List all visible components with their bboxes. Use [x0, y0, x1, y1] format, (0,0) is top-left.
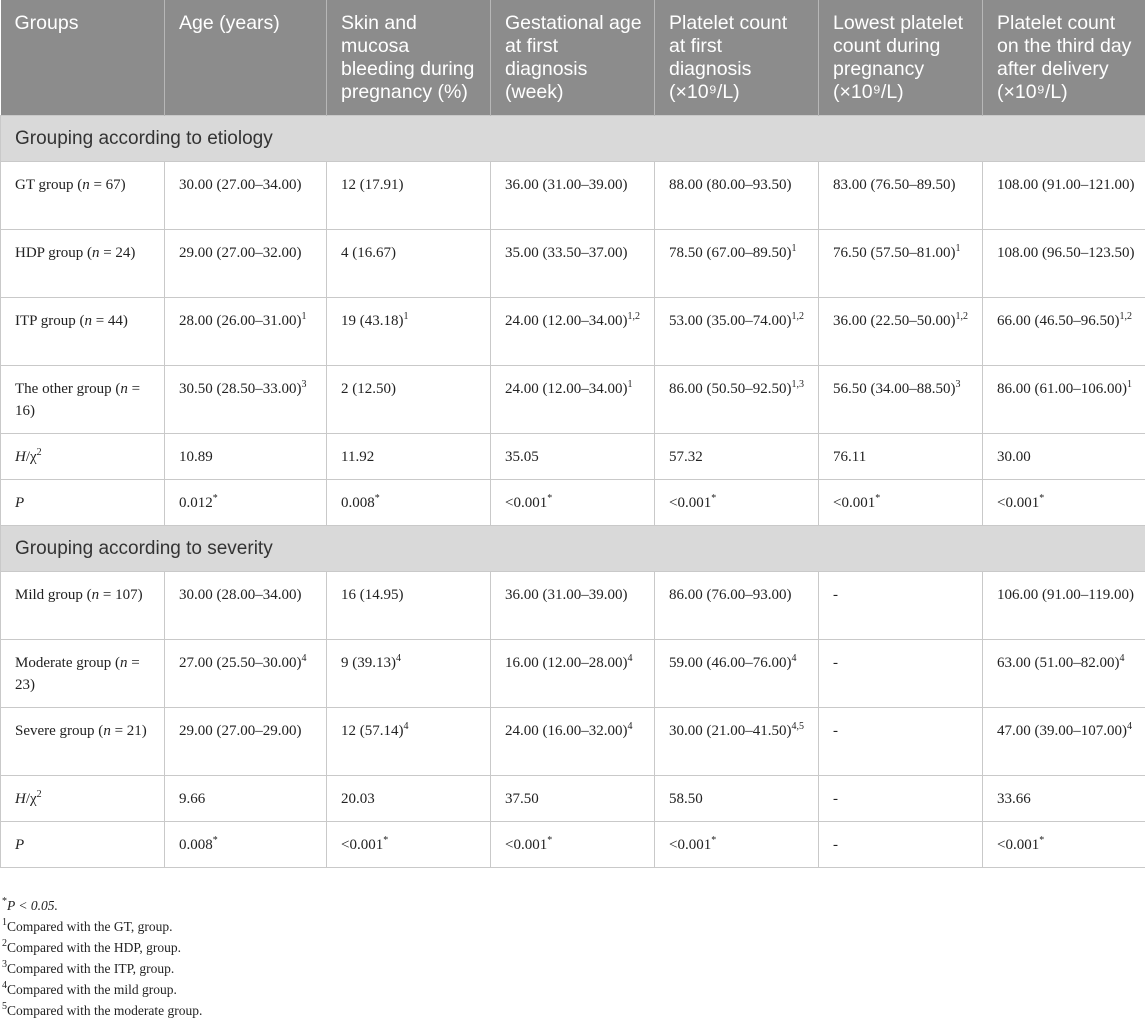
- age-cell: 30.50 $(28.50-33.00)^3$: [165, 365, 327, 433]
- header-groups: Groups: [1, 0, 165, 115]
- p-label-cell: P: [1, 821, 165, 867]
- table-row: [1, 707, 1145, 775]
- platelet-lowest-cell: 36.00 $(22.50-50.00)^{1,2}$: [819, 297, 983, 365]
- platelet-lowest-cell: 76.50 $(57.50-81.00)^1$: [819, 229, 983, 297]
- stat-label-cell: $H/\chi^2$: [1, 433, 165, 479]
- bleeding-cell: 20.03: [327, 775, 491, 821]
- age-cell: 28.00 $(26.00-31.00)^1$: [165, 297, 327, 365]
- age-cell: 30.00 (27.00–34.00): [165, 161, 327, 229]
- footnotes: [2, 895, 202, 1021]
- gestational-cell: 24.00 $(12.00-34.00)^1$: [491, 365, 655, 433]
- platelet-third-cell: <0.001*: [983, 821, 1145, 867]
- gestational-cell: 16.00 $(12.00-28.00)^4$: [491, 639, 655, 707]
- platelet-third-cell: 66.00 $(46.50-96.50)^{1,2}$: [983, 297, 1145, 365]
- gestational-cell: 36.00 (31.00–39.00): [491, 571, 655, 639]
- footnote: $^4$Compared with the mild group.: [2, 979, 202, 1000]
- footnote: *P < 0.05.: [2, 895, 202, 916]
- table-row: [1, 571, 1145, 639]
- platelet-first-cell: 88.00 (80.00–93.50): [655, 161, 819, 229]
- header-row: [1, 0, 1145, 115]
- platelet-lowest-cell: -: [819, 707, 983, 775]
- group-cell: ITP group (n = 44): [1, 297, 165, 365]
- platelet-lowest-cell: -: [819, 821, 983, 867]
- group-cell: The other group (n = 16): [1, 365, 165, 433]
- gestational-cell: 35.00 (33.50–37.00): [491, 229, 655, 297]
- platelet-first-cell: 86.00 (76.00–93.00): [655, 571, 819, 639]
- platelet-lowest-cell: -: [819, 775, 983, 821]
- p-label-cell: P: [1, 479, 165, 525]
- bleeding-cell: 16 (14.95): [327, 571, 491, 639]
- platelet-lowest-cell: 83.00 (76.50–89.50): [819, 161, 983, 229]
- platelet-first-cell: 53.00 $(35.00-74.00)^{1,2}$: [655, 297, 819, 365]
- platelet-lowest-cell: -: [819, 571, 983, 639]
- table-row: [1, 229, 1145, 297]
- age-cell: 9.66: [165, 775, 327, 821]
- platelet-first-cell: <0.001*: [655, 821, 819, 867]
- section-etiology: Grouping according to etiology: [1, 115, 1145, 161]
- platelet-third-cell: 63.00 $(51.00-82.00)^4$: [983, 639, 1145, 707]
- table-row: [1, 297, 1145, 365]
- header-platelet-third-day: Platelet count on the third day after delivery (×10⁹/L): [983, 0, 1145, 115]
- platelet-first-cell: 58.50: [655, 775, 819, 821]
- platelet-third-cell: 30.00: [983, 433, 1145, 479]
- platelet-first-cell: 86.00 $(50.50-92.50)^{1,3}$: [655, 365, 819, 433]
- age-cell: 10.89: [165, 433, 327, 479]
- platelet-first-cell: <0.001*: [655, 479, 819, 525]
- gestational-cell: 35.05: [491, 433, 655, 479]
- platelet-third-cell: <0.001*: [983, 479, 1145, 525]
- platelet-first-cell: 59.00 $(46.00-76.00)^4$: [655, 639, 819, 707]
- bleeding-cell: 0.008*: [327, 479, 491, 525]
- platelet-lowest-cell: -: [819, 639, 983, 707]
- section-severity: Grouping according to severity: [1, 525, 1145, 571]
- group-cell: Severe group (n = 21): [1, 707, 165, 775]
- age-cell: 29.00 (27.00–32.00): [165, 229, 327, 297]
- platelet-third-cell: 33.66: [983, 775, 1145, 821]
- header-bleeding: Skin and mucosa bleeding during pregnancy (%): [327, 0, 491, 115]
- stat-row: [1, 433, 1145, 479]
- age-cell: 27.00 $(25.50-30.00)^4$: [165, 639, 327, 707]
- gestational-cell: 37.50: [491, 775, 655, 821]
- header-platelet-lowest: Lowest platelet count during pregnancy (×10⁹/L): [819, 0, 983, 115]
- bleeding-cell: 9 $(39.13)^4$: [327, 639, 491, 707]
- platelet-lowest-cell: 76.11: [819, 433, 983, 479]
- age-cell: 30.00 (28.00–34.00): [165, 571, 327, 639]
- bleeding-cell: 19 $(43.18)^1$: [327, 297, 491, 365]
- gestational-cell: <0.001*: [491, 821, 655, 867]
- p-value-row: [1, 479, 1145, 525]
- platelet-third-cell: 47.00 $(39.00-107.00)^4$: [983, 707, 1145, 775]
- gestational-cell: <0.001*: [491, 479, 655, 525]
- platelet-third-cell: 106.00 (91.00–119.00): [983, 571, 1145, 639]
- gestational-cell: 24.00 $(16.00-32.00)^4$: [491, 707, 655, 775]
- bleeding-cell: 4 (16.67): [327, 229, 491, 297]
- gestational-cell: 24.00 $(12.00-34.00)^{1,2}$: [491, 297, 655, 365]
- platelet-lowest-cell: <0.001*: [819, 479, 983, 525]
- footnote: $^2$Compared with the HDP, group.: [2, 937, 202, 958]
- age-cell: 0.012*: [165, 479, 327, 525]
- age-cell: 29.00 (27.00–29.00): [165, 707, 327, 775]
- platelet-first-cell: 30.00 $(21.00-41.50)^{4,5}$: [655, 707, 819, 775]
- platelet-first-cell: 57.32: [655, 433, 819, 479]
- footnote: $^5$Compared with the moderate group.: [2, 1000, 202, 1021]
- platelet-third-cell: 86.00 $(61.00-106.00)^1$: [983, 365, 1145, 433]
- bleeding-cell: 11.92: [327, 433, 491, 479]
- platelet-first-cell: 78.50 $(67.00-89.50)^1$: [655, 229, 819, 297]
- header-age: Age (years): [165, 0, 327, 115]
- bleeding-cell: 2 (12.50): [327, 365, 491, 433]
- section-row: [1, 115, 1145, 161]
- table-row: [1, 639, 1145, 707]
- header-gestational-age: Gestational age at first diagnosis (week): [491, 0, 655, 115]
- group-cell: GT group (n = 67): [1, 161, 165, 229]
- group-cell: HDP group (n = 24): [1, 229, 165, 297]
- footnote: $^1$Compared with the GT, group.: [2, 916, 202, 937]
- p-value-row: [1, 821, 1145, 867]
- bleeding-cell: 12 $(57.14)^4$: [327, 707, 491, 775]
- bleeding-cell: <0.001*: [327, 821, 491, 867]
- section-row: [1, 525, 1145, 571]
- group-cell: Moderate group (n = 23): [1, 639, 165, 707]
- platelet-third-cell: 108.00 (91.00–121.00): [983, 161, 1145, 229]
- stat-label-cell: $H/\chi^2$: [1, 775, 165, 821]
- stat-row: [1, 775, 1145, 821]
- platelet-third-cell: 108.00 (96.50–123.50): [983, 229, 1145, 297]
- table-row: [1, 365, 1145, 433]
- age-cell: 0.008*: [165, 821, 327, 867]
- footnote: $^3$Compared with the ITP, group.: [2, 958, 202, 979]
- header-platelet-first: Platelet count at first diagnosis (×10⁹/L): [655, 0, 819, 115]
- gestational-cell: 36.00 (31.00–39.00): [491, 161, 655, 229]
- bleeding-cell: 12 (17.91): [327, 161, 491, 229]
- platelet-lowest-cell: 56.50 $(34.00-88.50)^3$: [819, 365, 983, 433]
- table-row: [1, 161, 1145, 229]
- group-cell: Mild group (n = 107): [1, 571, 165, 639]
